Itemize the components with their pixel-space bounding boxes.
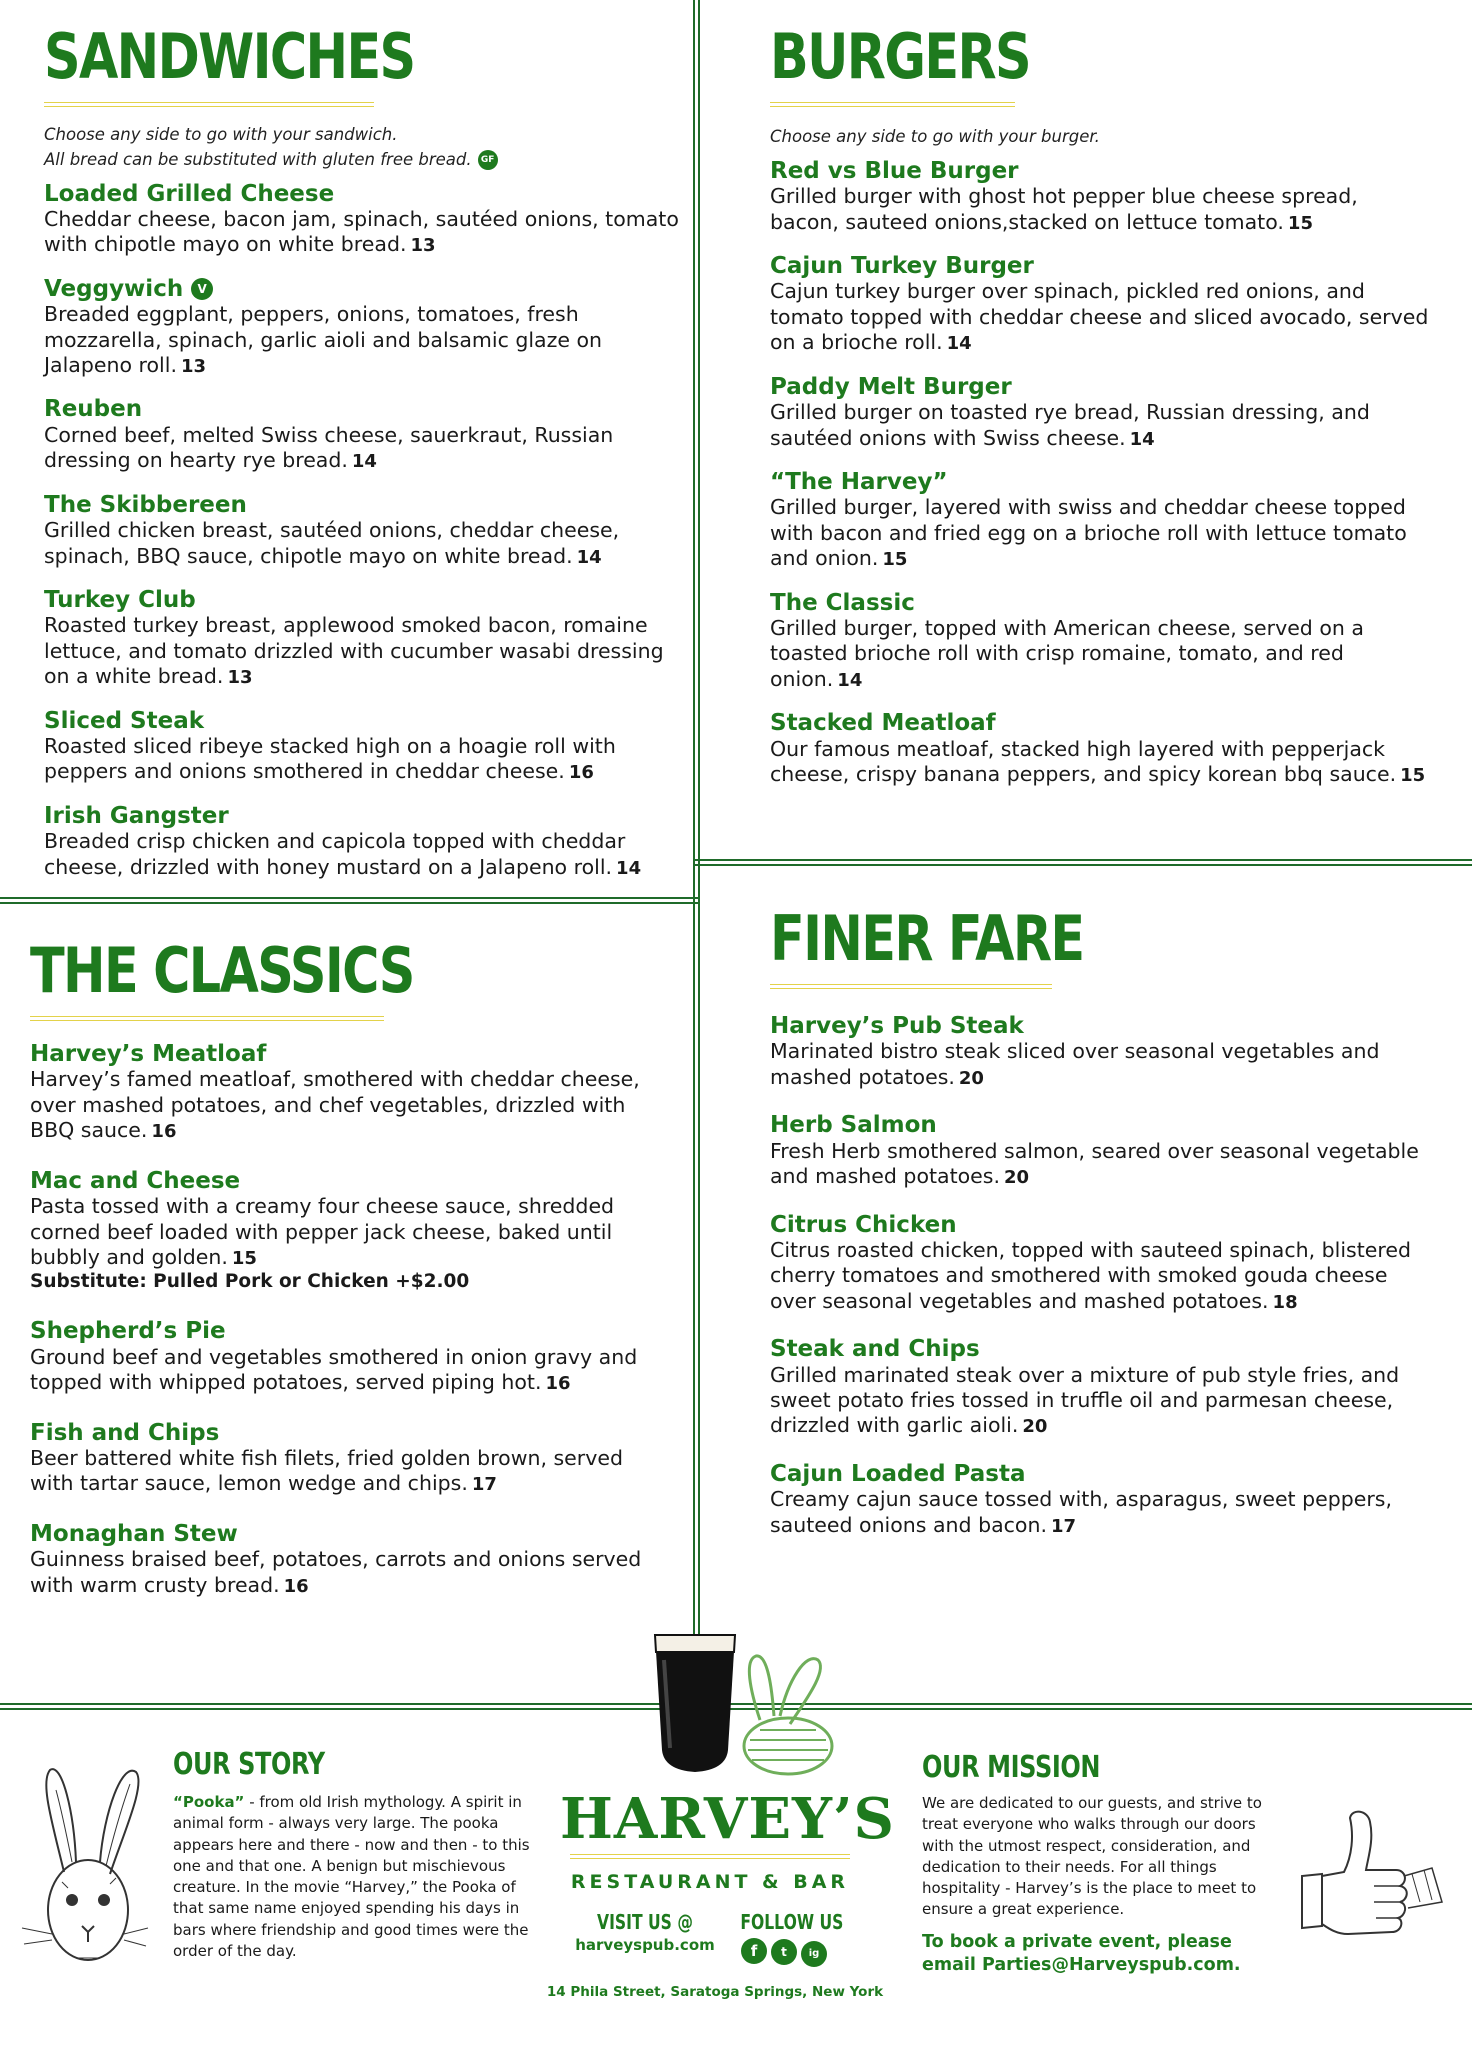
menu-item-description: [30, 1194, 670, 1270]
menu-item-name-text: Paddy Melt Burger: [770, 373, 1012, 400]
menu-item-description-text: Breaded eggplant, peppers, onions, tomatoes, fresh mozzarella, spinach, garlic aioli and balsamic glaze on Jalapeno roll.: [44, 302, 603, 377]
menu-item-name: [44, 396, 694, 422]
menu-item: [44, 803, 694, 880]
menu-item: [44, 708, 694, 785]
menu-item-description: [44, 207, 694, 258]
menu-item-description-text: Grilled burger, layered with swiss and cheddar cheese topped with bacon and fried egg on a brioche roll with lettuce tomato and onion.: [770, 495, 1407, 571]
book-event-text: To book a private event, please email Parties@Harveyspub.com.: [922, 1931, 1241, 1975]
menu-item-price: 17: [471, 1474, 497, 1496]
menu-item: [30, 1168, 670, 1295]
twitter-icon[interactable]: t: [771, 1939, 797, 1965]
menu-item-description: [770, 279, 1430, 355]
address: 14 Phila Street, Saratoga Springs, New York: [546, 1984, 884, 2000]
menu-item-name: [770, 710, 1430, 736]
gluten-free-icon: GF: [478, 150, 498, 170]
menu-item: [770, 1112, 1430, 1189]
menu-item-name: [30, 1420, 670, 1446]
menu-item-price: 15: [1400, 765, 1426, 787]
menu-item-name-text: The Classic: [770, 589, 915, 616]
pint-glass-icon: [650, 1630, 740, 1780]
menu-item-name: [44, 708, 694, 734]
menu-item-description: [30, 1547, 670, 1598]
menu-item-name: [44, 181, 694, 207]
menu-item-description: [770, 1039, 1430, 1090]
menu-item-price: 14: [946, 333, 972, 355]
menu-item: [44, 587, 694, 690]
burgers-list: [770, 158, 1430, 788]
our-story-text: [173, 1792, 533, 1962]
menu-item-description-text: Beer battered white fish filets, fried golden brown, served with tartar sauce, lemon wedge and chips.: [30, 1446, 623, 1496]
menu-item-description-text: Ground beef and vegetables smothered in onion gravy and topped with whipped potatoes, served piping hot.: [30, 1344, 638, 1395]
menu-item-name: [770, 1212, 1430, 1238]
burgers-title: BURGERS: [770, 20, 1030, 93]
menu-item-description: [44, 613, 694, 689]
menu-item-description: [770, 400, 1430, 451]
menu-item-price: 13: [227, 667, 253, 689]
menu-item: [30, 1041, 670, 1144]
menu-item-description-text: Our famous meatloaf, stacked high layered with pepperjack cheese, crispy banana peppers, and spicy korean bbq sauce.: [770, 736, 1397, 787]
thumbs-up-illustration: [1292, 1806, 1452, 1956]
menu-item-description: [770, 495, 1430, 571]
pooka-term: “Pooka”: [173, 1793, 245, 1811]
menu-item-price: 15: [231, 1247, 257, 1269]
menu-item: [770, 590, 1430, 693]
menu-item-description: [44, 518, 694, 569]
vegetarian-icon: V: [191, 278, 213, 300]
menu-item-name-text: Stacked Meatloaf: [770, 710, 996, 737]
menu-item-name: [44, 276, 694, 302]
menu-item-name-text: Harvey’s Pub Steak: [770, 1013, 1024, 1039]
menu-item-price: 16: [151, 1121, 177, 1143]
menu-item-name: [770, 1461, 1430, 1487]
menu-item: [30, 1420, 670, 1497]
menu-item-name: [30, 1041, 670, 1067]
menu-item: [770, 1336, 1430, 1439]
menu-item-price: 14: [576, 546, 602, 568]
menu-item-price: 16: [283, 1575, 309, 1597]
menu-item-description-text: Roasted sliced ribeye stacked high on a hoagie roll with peppers and onions smothered in cheddar cheese.: [44, 734, 616, 784]
menu-item-name-text: Turkey Club: [44, 586, 196, 613]
menu-item-description-text: Grilled burger on toasted rye bread, Russian dressing, and sautéed onions with Swiss cheese.: [770, 400, 1370, 450]
menu-item: [770, 1212, 1430, 1315]
menu-item-name-text: Red vs Blue Burger: [770, 157, 1019, 184]
sandwiches-intro-line2: [44, 148, 694, 173]
menu-item-name-text: Steak and Chips: [770, 1336, 980, 1363]
menu-item-description-text: Breaded crisp chicken and capicola topped with cheddar cheese, drizzled with honey mustard on a Jalapeno roll.: [44, 829, 626, 879]
menu-item-name: [770, 253, 1430, 279]
menu-item-name-text: Fish and Chips: [30, 1419, 220, 1446]
menu-item-description: [44, 829, 694, 880]
menu-item-price: 15: [1287, 212, 1313, 234]
menu-item-description: [30, 1345, 670, 1396]
menu-item-price: 20: [958, 1067, 984, 1089]
menu-item-description: [770, 737, 1430, 788]
menu-item: [30, 1521, 670, 1598]
menu-item-description: [30, 1446, 670, 1497]
menu-item-price: 18: [1272, 1291, 1298, 1313]
menu-item-name: [30, 1168, 670, 1194]
menu-item-description: [770, 1139, 1430, 1190]
classics-rule: [30, 1016, 384, 1021]
logo-rule: [570, 1854, 850, 1859]
menu-item-name-text: Irish Gangster: [44, 802, 229, 829]
classics-section: [30, 934, 670, 1598]
sandwiches-title: SANDWICHES: [44, 20, 415, 93]
classics-list: [30, 1041, 670, 1598]
menu-item-price: 16: [545, 1373, 571, 1395]
menu-item-name: [770, 469, 1430, 495]
finer-fare-rule: [770, 984, 1052, 989]
menu-item-substitute-note: Substitute: Pulled Pork or Chicken +$2.00: [30, 1271, 470, 1293]
menu-item: [770, 253, 1430, 356]
menu-item-description-text: Citrus roasted chicken, topped with sauteed spinach, blistered cherry tomatoes and smothered with smoked gouda cheese over seasonal vegetables and mashed potatoes.: [770, 1237, 1411, 1313]
menu-item-description: [770, 616, 1430, 692]
menu-item: [44, 181, 694, 258]
our-story-title: OUR STORY: [173, 1747, 325, 1782]
menu-item-price: 20: [1022, 1416, 1048, 1438]
finer-fare-list: [770, 1013, 1430, 1538]
harveys-logo: [560, 1786, 895, 1893]
menu-item-name: [44, 587, 694, 613]
menu-item-description-text: Grilled burger, topped with American cheese, served on a toasted brioche roll with crisp romaine, tomato, and red onion.: [770, 616, 1364, 691]
menu-item-description-text: Harvey’s famed meatloaf, smothered with cheddar cheese, over mashed potatoes, and chef vegetables, drizzled with BBQ sauce.: [30, 1067, 640, 1143]
menu-item-name: [770, 1336, 1430, 1362]
burgers-intro: Choose any side to go with your burger.: [770, 127, 1100, 146]
menu-item-name-text: Cajun Loaded Pasta: [770, 1460, 1026, 1487]
menu-item-name-text: Monaghan Stew: [30, 1520, 238, 1547]
menu-item-description-text: Marinated bistro steak sliced over seasonal vegetables and mashed potatoes.: [770, 1039, 1380, 1089]
horizontal-divider-left: [0, 897, 700, 904]
menu-item-description-text: Creamy cajun sauce tossed with, asparagus, sweet peppers, sauteed onions and bacon.: [770, 1487, 1392, 1537]
menu-item-description-text: Guinness braised beef, potatoes, carrots and onions served with warm crusty bread.: [30, 1547, 642, 1597]
menu-item: [30, 1318, 670, 1395]
menu-item-description-text: Fresh Herb smothered salmon, seared over seasonal vegetable and mashed potatoes.: [770, 1138, 1419, 1189]
menu-item-description: [30, 1067, 670, 1143]
horizontal-divider-right: [693, 859, 1472, 866]
menu-item-name: [30, 1318, 670, 1344]
menu-item-name: [770, 158, 1430, 184]
menu-item-price: 16: [568, 762, 594, 784]
menu-item-name: [770, 1112, 1430, 1138]
finer-fare-title: FINER FARE: [770, 902, 1084, 975]
menu-item-name-text: Veggywich: [44, 275, 184, 302]
menu-item-name-text: Reuben: [44, 396, 143, 423]
harveys-logo-name: HARVEY’S: [560, 1786, 895, 1852]
menu-item-description-text: Corned beef, melted Swiss cheese, sauerkraut, Russian dressing on hearty rye bread.: [44, 422, 614, 473]
menu-item: [770, 158, 1430, 235]
menu-item: [770, 1013, 1430, 1090]
menu-item: [770, 1461, 1430, 1538]
menu-item-price: 17: [1050, 1515, 1077, 1537]
menu-item-description: [770, 1363, 1430, 1439]
sandwiches-intro: [44, 123, 694, 173]
menu-item-name-text: Loaded Grilled Cheese: [44, 180, 335, 207]
menu-item-description: [44, 734, 694, 785]
menu-item-name-text: Cajun Turkey Burger: [770, 253, 1034, 279]
instagram-icon[interactable]: ig: [801, 1941, 827, 1967]
menu-item: [770, 374, 1430, 451]
vertical-divider: [693, 0, 700, 1708]
menu-item-name: [44, 803, 694, 829]
follow-us: [728, 1910, 844, 1967]
menu-item-name: [770, 374, 1430, 400]
finer-fare-section: [770, 902, 1430, 1538]
menu-item-name-text: Mac and Cheese: [30, 1167, 241, 1194]
menu-item-name: [770, 1013, 1430, 1039]
harveys-logo-subtitle: RESTAURANT & BAR: [570, 1871, 850, 1893]
menu-item-name-text: Citrus Chicken: [770, 1211, 957, 1238]
menu-item-price: 14: [351, 451, 377, 473]
menu-item-description-text: Pasta tossed with a creamy four cheese sauce, shredded corned beef loaded with pepper jack cheese, baked until bubbly and golden.: [30, 1194, 615, 1269]
menu-item-name-text: Harvey’s Meatloaf: [30, 1041, 267, 1067]
rabbit-illustration: [12, 1762, 152, 1972]
menu-item-description: [770, 1487, 1430, 1538]
menu-item-price: 14: [1129, 428, 1155, 450]
burgers-rule: [770, 102, 1015, 107]
sandwiches-list: [44, 181, 694, 881]
menu-item-name-text: The Skibbereen: [44, 491, 247, 518]
menu-item-name-text: “The Harvey”: [770, 468, 948, 495]
menu-item-description: [770, 184, 1430, 235]
sandwiches-intro-line1: Choose any side to go with your sandwich.: [44, 125, 398, 144]
menu-item-name-text: Sliced Steak: [44, 707, 205, 734]
menu-item-description-text: Grilled burger with ghost hot pepper blue cheese spread, bacon, sauteed onions,stacked on lettuce tomato.: [770, 184, 1358, 234]
menu-item-name-text: Shepherd’s Pie: [30, 1318, 226, 1345]
menu-item: [44, 276, 694, 379]
menu-item: [770, 469, 1430, 572]
visit-us: [570, 1910, 720, 1954]
sandwiches-rule: [44, 102, 374, 107]
menu-item-description: [44, 423, 694, 474]
menu-item-description-text: Cajun turkey burger over spinach, pickled red onions, and tomato topped with cheddar cheese and sliced avocado, served on a brioche roll.: [770, 279, 1429, 355]
menu-item-name: [30, 1521, 670, 1547]
our-story-body: - from old Irish mythology. A spirit in animal form - always very large. The pooka appears here and there - now and then - to this one and that one. A benign but mischievous creature. In the movie “Harvey,” the Pooka of that same name enjoyed spending his days in bars where friendship and good times were the order of the day.: [173, 1793, 530, 1961]
visit-us-label: VISIT US @: [597, 1910, 693, 1934]
menu-item-description: [44, 302, 694, 378]
menu-item: [44, 396, 694, 473]
follow-us-label: FOLLOW US: [740, 1910, 844, 1934]
facebook-icon[interactable]: f: [741, 1938, 767, 1964]
menu-item-price: 14: [616, 857, 642, 879]
menu-item: [44, 492, 694, 569]
burgers-section: [770, 20, 1430, 787]
our-mission-title: OUR MISSION: [922, 1750, 1101, 1785]
menu-item-price: 13: [410, 235, 436, 257]
sandwiches-section: [44, 20, 694, 880]
menu-item-price: 20: [1003, 1167, 1030, 1189]
menu-item-description-text: Roasted turkey breast, applewood smoked bacon, romaine lettuce, and tomato drizzled with cucumber wasabi dressing on a white bread.: [44, 613, 664, 689]
sandwiches-intro-line2-text: All bread can be substituted with gluten free bread.: [44, 149, 472, 169]
menu-item-name: [770, 590, 1430, 616]
menu-item: [770, 710, 1430, 787]
menu-item-price: 14: [837, 669, 863, 691]
social-icons: [728, 1938, 840, 1967]
our-mission-text: We are dedicated to our guests, and strive to treat everyone who walks through our doors with the utmost respect, consideration, and dedication to their needs. For all things hospitality - Harvey’s is the place to meet to ensure a great experience.: [922, 1794, 1262, 1919]
menu-item-price: 13: [180, 356, 207, 377]
menu-item-price: 15: [882, 549, 908, 571]
our-mission: [922, 1750, 1270, 1976]
menu-item-description-text: Cheddar cheese, bacon jam, spinach, sautéed onions, tomato with chipotle mayo on white bread.: [44, 206, 679, 257]
shamrock-rabbit-icon: [730, 1650, 840, 1780]
menu-item-description-text: Grilled marinated steak over a mixture of pub style fries, and sweet potato fries tossed in truffle oil and parmesan cheese, drizzled with garlic aioli.: [770, 1362, 1400, 1438]
menu-item-name: [44, 492, 694, 518]
menu-item-description: [770, 1238, 1430, 1314]
website-link[interactable]: harveyspub.com: [575, 1936, 715, 1954]
classics-title: THE CLASSICS: [30, 934, 414, 1007]
our-story: [173, 1747, 533, 1962]
menu-item-name-text: Herb Salmon: [770, 1112, 937, 1139]
menu-item-description-text: Grilled chicken breast, sautéed onions, cheddar cheese, spinach, BBQ sauce, chipotle mayo on white bread.: [44, 518, 620, 568]
